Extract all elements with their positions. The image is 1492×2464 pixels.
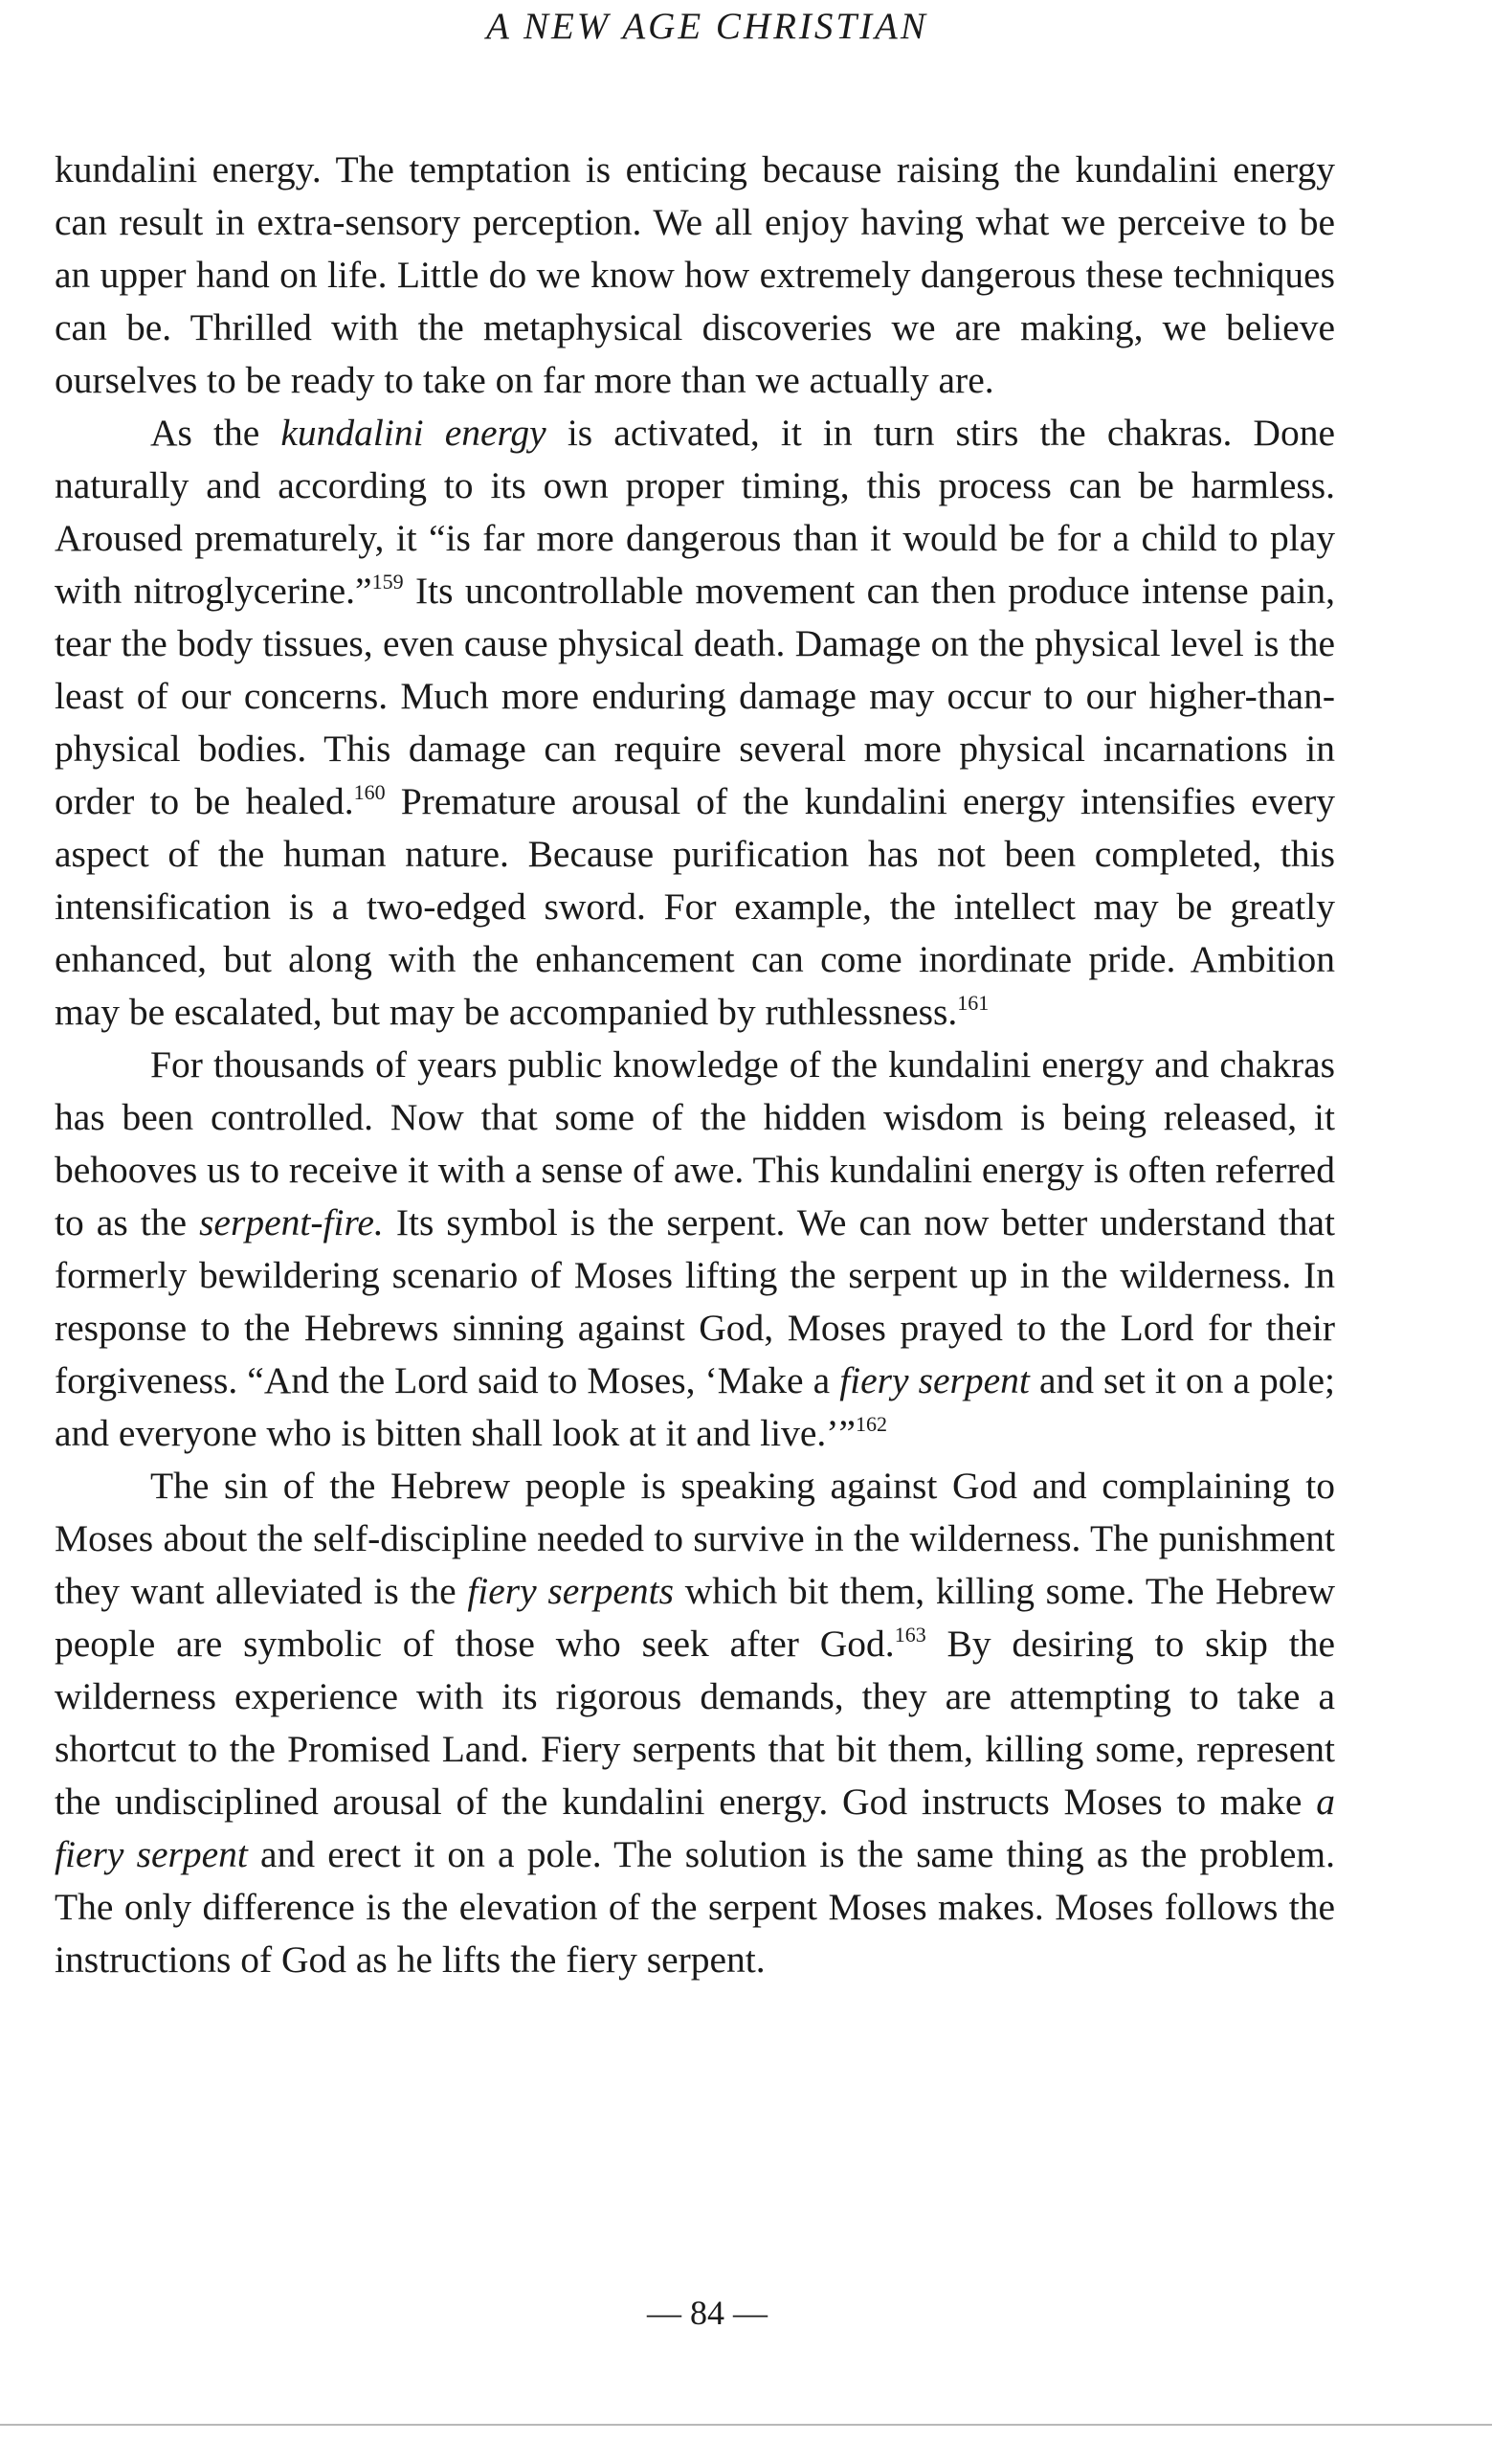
running-header: A NEW AGE CHRISTIAN: [486, 6, 928, 47]
footnote-marker: 160: [353, 780, 386, 804]
italic-text: fiery serpent: [839, 1359, 1030, 1401]
footnote-marker: 159: [371, 570, 404, 594]
italic-text: fiery serpents: [467, 1570, 675, 1612]
footnote-marker: 161: [957, 991, 990, 1015]
text-run: By desiring to skip the wilderness experience with its rigorous demands, they are attempting to take a shortcut to the Promised Land. Fiery serpents that bit them, killing some, represent the undisciplined arousal of the kundalini energy. God instructs Moses to make: [55, 1623, 1335, 1823]
text-run: Premature arousal of the kundalini energy intensifies every aspect of the human nature. Because purification has not been completed, this intensification is a two-edged sword. For example, the intellect may be greatly enhanced, but along with the enhancement can come inordinate pride. Ambition may be escalated, but may be accompanied by ruthlessness.: [55, 780, 1335, 1033]
text-run: For thousands of years public knowledge of the kundalini energy and chakras has been controlled. Now that some of the hidden wisdom is being released, it behooves us to receive it with a sense of awe. This kundalini energy is often referred to as the: [55, 1043, 1335, 1243]
text-run: kundalini energy. The temptation is enticing because raising the kundalini energy can result in extra-sensory perception. We all enjoy having what we perceive to be an upper hand on life. Little do we know how extremely dangerous these techniques can be. Thrilled with the metaphysical discoveries we are making, we believe ourselves to be ready to take on far more than we actually are.: [55, 148, 1335, 401]
text-run: Its symbol is the serpent. We can now better understand that formerly bewildering scenario of Moses lifting the serpent up in the wilderness. In response to the Hebrews sinning against God, Moses prayed to the Lord for their forgiveness. “And the Lord said to Moses, ‘Make a: [55, 1201, 1335, 1401]
body-text: [55, 144, 1335, 1986]
paragraph: [55, 1460, 1335, 1986]
italic-text: a fiery serpent: [55, 1781, 1335, 1875]
italic-text: kundalini energy: [280, 412, 546, 454]
page-number: — 84 —: [647, 2294, 768, 2332]
text-run: and erect it on a pole. The solution is the same thing as the problem. The only difference is the elevation of the serpent Moses makes. Moses follows the instructions of God as he lifts the fiery serpent.: [55, 1833, 1335, 1981]
footnote-marker: 162: [855, 1412, 887, 1436]
paragraph: [55, 1039, 1335, 1460]
paragraph: [55, 144, 1335, 407]
text-run: The sin of the Hebrew people is speaking against God and complaining to Moses about the self-discipline needed to survive in the wilderness. The punishment they want alleviated is the: [55, 1465, 1335, 1612]
paragraph: [55, 407, 1335, 1039]
text-run: Its uncontrollable movement can then produce intense pain, tear the body tissues, even cause physical death. Damage on the physical level is the least of our concerns. Much more enduring damage may occur to our higher-than-physical bodies. This damage can require several more physical incarnations in order to be healed.: [55, 570, 1335, 822]
page-edge-rule: [0, 2424, 1492, 2426]
footnote-marker: 163: [894, 1623, 926, 1646]
text-run: As the: [150, 412, 281, 454]
text-run: which bit them, killing some. The Hebrew people are symbolic of those who seek after God.: [55, 1570, 1335, 1665]
italic-text: serpent-fire.: [199, 1201, 384, 1243]
text-run: is activated, it in turn stirs the chakras. Done naturally and according to its own proper timing, this process can be harmless. Aroused prematurely, it “is far more dangerous than it would be for a child to play with nitroglycerine.”: [55, 412, 1335, 612]
text-run: and set it on a pole; and everyone who is bitten shall look at it and live.’”: [55, 1359, 1336, 1454]
